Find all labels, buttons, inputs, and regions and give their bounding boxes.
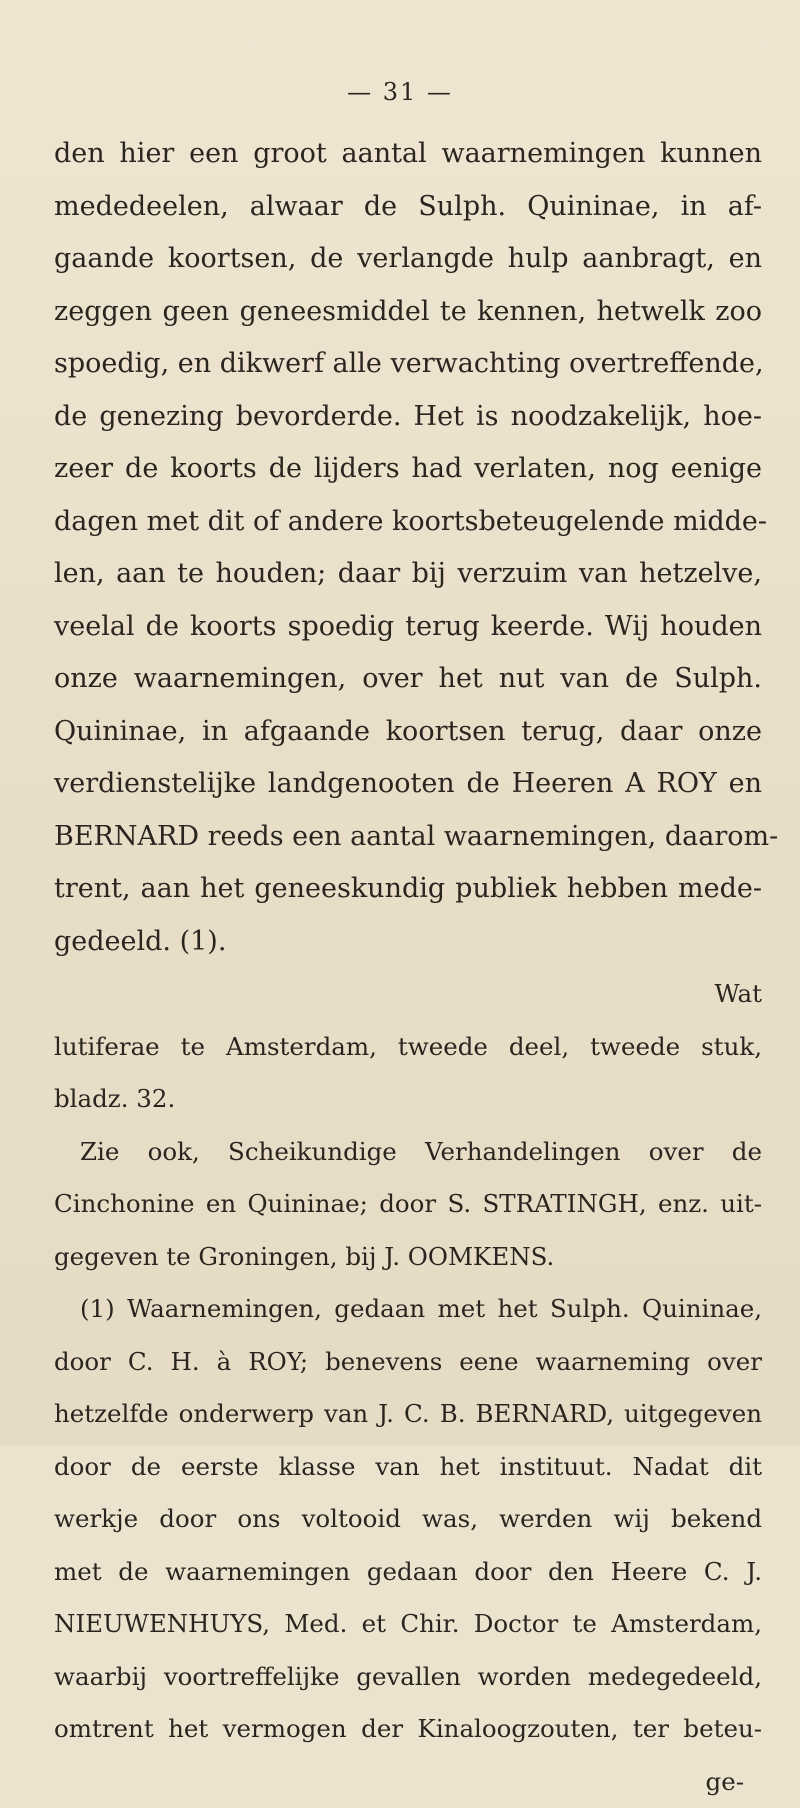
text-line: de genezing bevorderde. Het is noodzakelijk, hoe- bbox=[54, 391, 762, 444]
text-line: mededeelen, alwaar de Sulph. Quininae, in af- bbox=[54, 181, 762, 234]
text-line: verdienstelijke landgenooten de Heeren A ROY en bbox=[54, 758, 762, 811]
text-line: zeer de koorts de lijders had verlaten, nog eenige bbox=[54, 443, 762, 496]
body-text bbox=[54, 128, 762, 1808]
text-line: len, aan te houden; daar bij verzuim van hetzelve, bbox=[54, 548, 762, 601]
text-line: gaande koortsen, de verlangde hulp aanbragt, en bbox=[54, 233, 762, 286]
footnote-line: (1) Waarnemingen, gedaan met het Sulph. Quininae, bbox=[54, 1283, 762, 1336]
footnote-line: door de eerste klasse van het instituut. Nadat dit bbox=[54, 1441, 762, 1494]
footnote-line: waarbij voortreffelijke gevallen worden medegedeeld, bbox=[54, 1651, 762, 1704]
text-line: Quininae, in afgaande koortsen terug, daar onze bbox=[54, 706, 762, 759]
text-line: dagen met dit of andere koortsbeteugelende midde- bbox=[54, 496, 762, 549]
footnote-line: Zie ook, Scheikundige Verhandelingen over de bbox=[54, 1126, 762, 1179]
footnote-line: gegeven te Groningen, bij J. OOMKENS. bbox=[54, 1231, 762, 1284]
footnote-line: Wat bbox=[54, 968, 762, 1021]
footnote-line: Cinchonine en Quininae; door S. STRATINGH, enz. uit- bbox=[54, 1178, 762, 1231]
text-line: trent, aan het geneeskundig publiek hebben mede- bbox=[54, 863, 762, 916]
text-line: spoedig, en dikwerf alle verwachting overtreffende, bbox=[54, 338, 762, 391]
text-line: onze waarnemingen, over het nut van de Sulph. bbox=[54, 653, 762, 706]
catchword: ge- bbox=[54, 1756, 762, 1808]
page-number: — 31 — bbox=[0, 78, 800, 106]
text-line: BERNARD reeds een aantal waarnemingen, daarom- bbox=[54, 811, 762, 864]
text-line: den hier een groot aantal waarnemingen kunnen bbox=[54, 128, 762, 181]
text-line: zeggen geen geneesmiddel te kennen, hetwelk zoo bbox=[54, 286, 762, 339]
footnote-line: NIEUWENHUYS, Med. et Chir. Doctor te Amsterdam, bbox=[54, 1598, 762, 1651]
footnote-line: bladz. 32. bbox=[54, 1073, 762, 1126]
footnote-line: lutiferae te Amsterdam, tweede deel, tweede stuk, bbox=[54, 1021, 762, 1074]
footnote-line: omtrent het vermogen der Kinaloogzouten, ter beteu- bbox=[54, 1703, 762, 1756]
footnote-line: werkje door ons voltooid was, werden wij bekend bbox=[54, 1493, 762, 1546]
footnote-line: hetzelfde onderwerp van J. C. B. BERNARD, uitgegeven bbox=[54, 1388, 762, 1441]
text-line: gedeeld. (1). bbox=[54, 916, 762, 969]
footnote-line: met de waarnemingen gedaan door den Heere C. J. bbox=[54, 1546, 762, 1599]
text-line: veelal de koorts spoedig terug keerde. Wij houden bbox=[54, 601, 762, 654]
footnote-line: door C. H. à ROY; benevens eene waarneming over bbox=[54, 1336, 762, 1389]
